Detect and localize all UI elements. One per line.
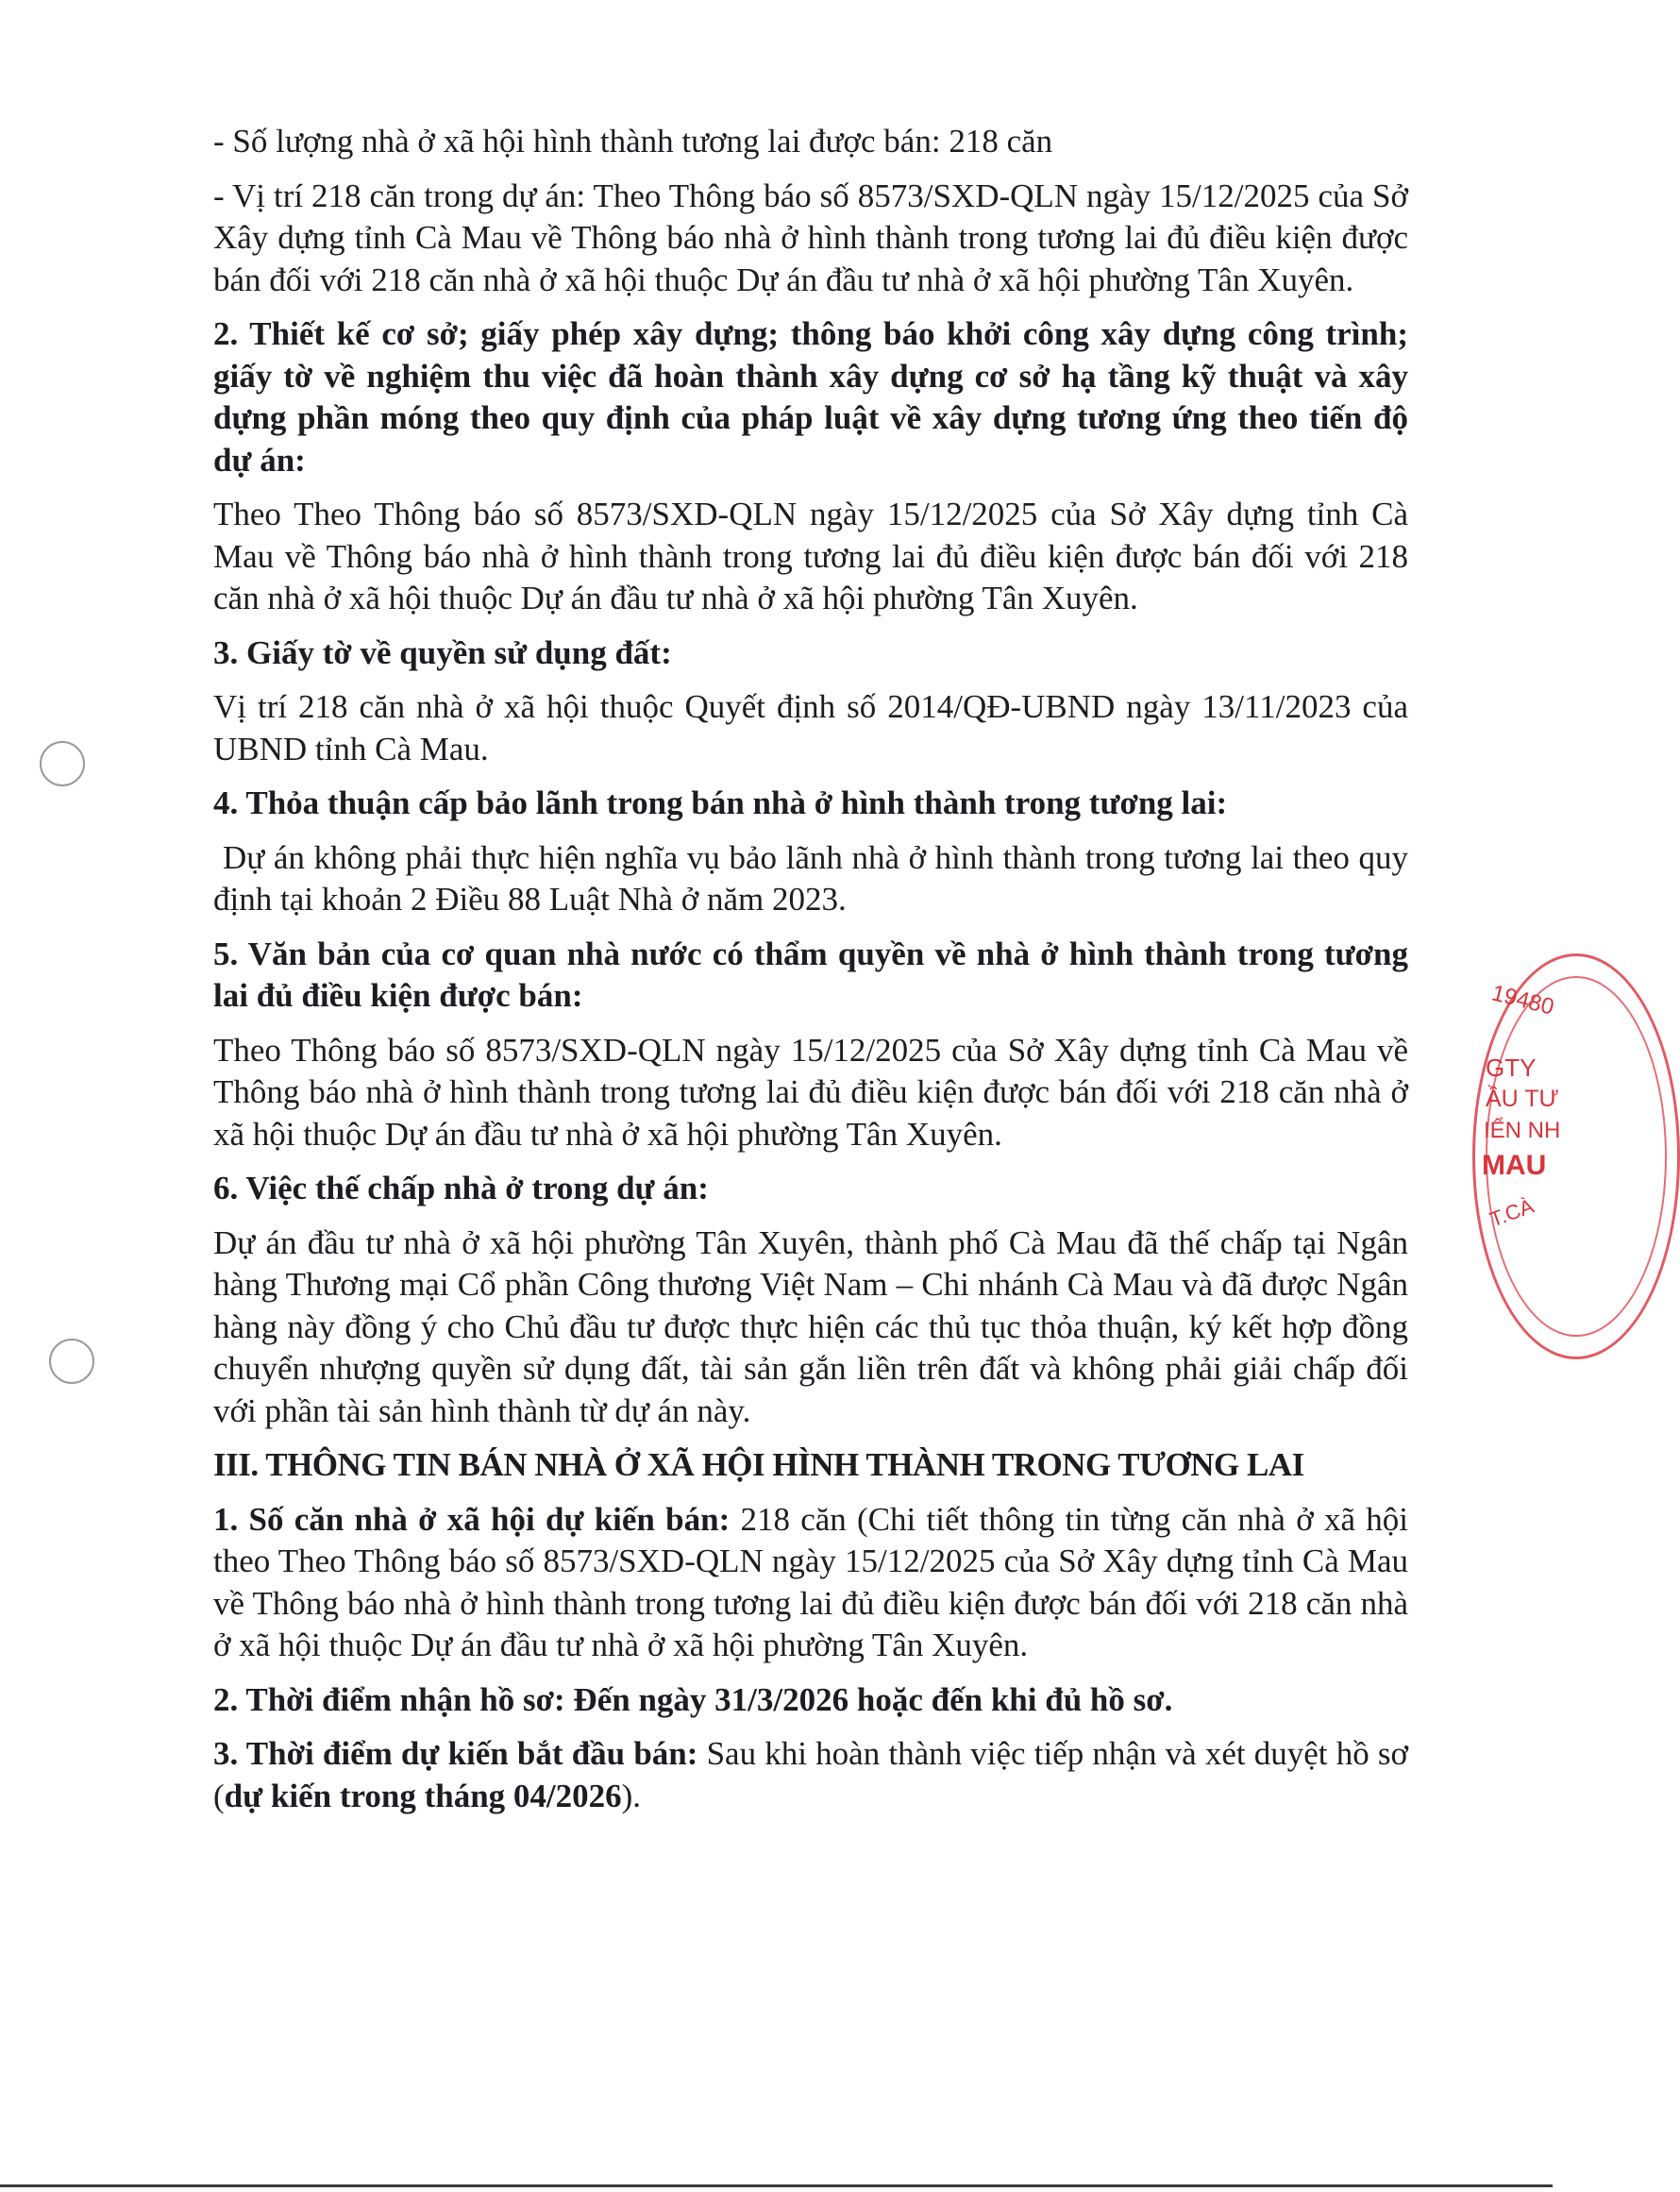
paragraph-housing-location: - Vị trí 218 căn trong dự án: Theo Thông báo số 8573/SXD-QLN ngày 15/12/2025 của Sở Xây dựng tỉnh Cà Mau về Thông báo nhà ở hình thành trong tương lai đủ điều kiện được bán đối với 218 căn nhà ở xã hội thuộc Dự án đầu tư nhà ở xã hội phường Tân Xuyên. [213, 177, 1408, 298]
text-sale-start-end: ). [621, 1777, 642, 1814]
paragraph-land-use: Vị trí 218 căn nhà ở xã hội thuộc Quyết định số 2014/QĐ-UBND ngày 13/11/2023 của UBND tỉnh Cà Mau. [213, 688, 1408, 767]
paragraph-mortgage: Dự án đầu tư nhà ở xã hội phường Tân Xuyên, thành phố Cà Mau đã thế chấp tại Ngân hàng Thương mại Cổ phần Công thương Việt Nam – Chi nhánh Cà Mau và đã được Ngân hàng này đồng ý cho Chủ đầu tư được thực hiện các thủ tục thỏa thuận, ký kết hợp đồng chuyển nhượng quyền sử dụng đất, tài sản gắn liền trên đất và không phải giải chấp đối với phần tài sản hình thành từ dự án này. [213, 1223, 1408, 1429]
paragraph-design-permits: Theo Theo Thông báo số 8573/SXD-QLN ngày 15/12/2025 của Sở Xây dựng tỉnh Cà Mau về Thông báo nhà ở hình thành trong tương lai đủ điều kiện được bán đối với 218 căn nhà ở xã hội thuộc Dự án đầu tư nhà ở xã hội phường Tân Xuyên. [213, 496, 1408, 616]
paragraph-guarantee: Dự án không phải thực hiện nghĩa vụ bảo lãnh nhà ở hình thành trong tương lai theo quy định tại khoản 2 Điều 88 Luật Nhà ở năm 2023. [213, 838, 1408, 918]
text-sale-start: Sau khi hoàn thành việc tiếp nhận và xét duyệt hồ sơ ( [213, 1735, 1408, 1814]
heading-mortgage: 6. Việc thế chấp nhà ở trong dự án: [213, 1170, 709, 1206]
label-sale-start: 3. Thời điểm dự kiến bắt đầu bán: [213, 1735, 698, 1772]
stamp-text-5: MAU [1482, 1150, 1547, 1181]
section-heading-sale-info: III. THÔNG TIN BÁN NHÀ Ở XÃ HỘI HÌNH THÀNH TRONG TƯƠNG LAI [213, 1446, 1304, 1483]
paragraph-state-document: Theo Thông báo số 8573/SXD-QLN ngày 15/12/2025 của Sở Xây dựng tỉnh Cà Mau về Thông báo nhà ở hình thành trong tương lai đủ điều kiện được bán đối với 218 căn nhà ở xã hội thuộc Dự án đầu tư nhà ở xã hội phường Tân Xuyên. [213, 1031, 1408, 1153]
paragraph-sale-start [213, 1733, 1408, 1817]
heading-state-document: 5. Văn bản của cơ quan nhà nước có thẩm quyền về nhà ở hình thành trong tương lai đủ điều kiện được bán: [213, 935, 1408, 1014]
paragraph-application-deadline: 2. Thời điểm nhận hồ sơ: Đến ngày 31/3/2026 hoặc đến khi đủ hồ sơ. [213, 1680, 1173, 1718]
text-sale-start-expected: dự kiến trong tháng 04/2026 [224, 1777, 622, 1814]
stamp-text-3: ẦU TƯ [1486, 1086, 1559, 1112]
company-seal-stamp [1472, 953, 1642, 1378]
document-body [213, 121, 1408, 1829]
stamp-text-6: T.CÀ [1486, 1193, 1537, 1232]
heading-land-use: 3. Giấy tờ về quyền sử dụng đất: [213, 633, 672, 671]
heading-guarantee: 4. Thỏa thuận cấp bảo lãnh trong bán nhà ở hình thành trong tương lai: [213, 784, 1228, 821]
punch-hole-bottom [49, 1339, 94, 1384]
stamp-text-1: 19480 [1488, 980, 1557, 1020]
heading-design-permits: 2. Thiết kế cơ sở; giấy phép xây dựng; thông báo khởi công xây dựng công trình; giấy tờ về nghiệm thu việc đã hoàn thành xây dựng cơ sở hạ tầng kỹ thuật và xây dựng phần móng theo quy định của pháp luật về xây dựng tương ứng theo tiến độ dự án: [213, 315, 1408, 479]
text-units-for-sale: 218 căn (Chi tiết thông tin từng căn nhà ở xã hội theo Theo Thông báo số 8573/SXD-QLN ngày 15/12/2025 của Sở Xây dựng tỉnh Cà Mau về Thông báo nhà ở hình thành trong tương lai đủ điều kiện được bán đối với 218 căn nhà ở xã hội thuộc Dự án đầu tư nhà ở xã hội phường Tân Xuyên. [213, 1500, 1408, 1663]
stamp-text-4: IỂN NH [1484, 1118, 1561, 1143]
label-units-for-sale: 1. Số căn nhà ở xã hội dự kiến bán: [213, 1500, 731, 1538]
paragraph-units-for-sale [213, 1499, 1408, 1667]
scan-bottom-edge [0, 2184, 1553, 2187]
punch-hole-top [40, 741, 85, 786]
stamp-text-2: GTY [1486, 1054, 1537, 1082]
paragraph-housing-count: - Số lượng nhà ở xã hội hình thành tương lai được bán: 218 căn [213, 123, 1053, 160]
